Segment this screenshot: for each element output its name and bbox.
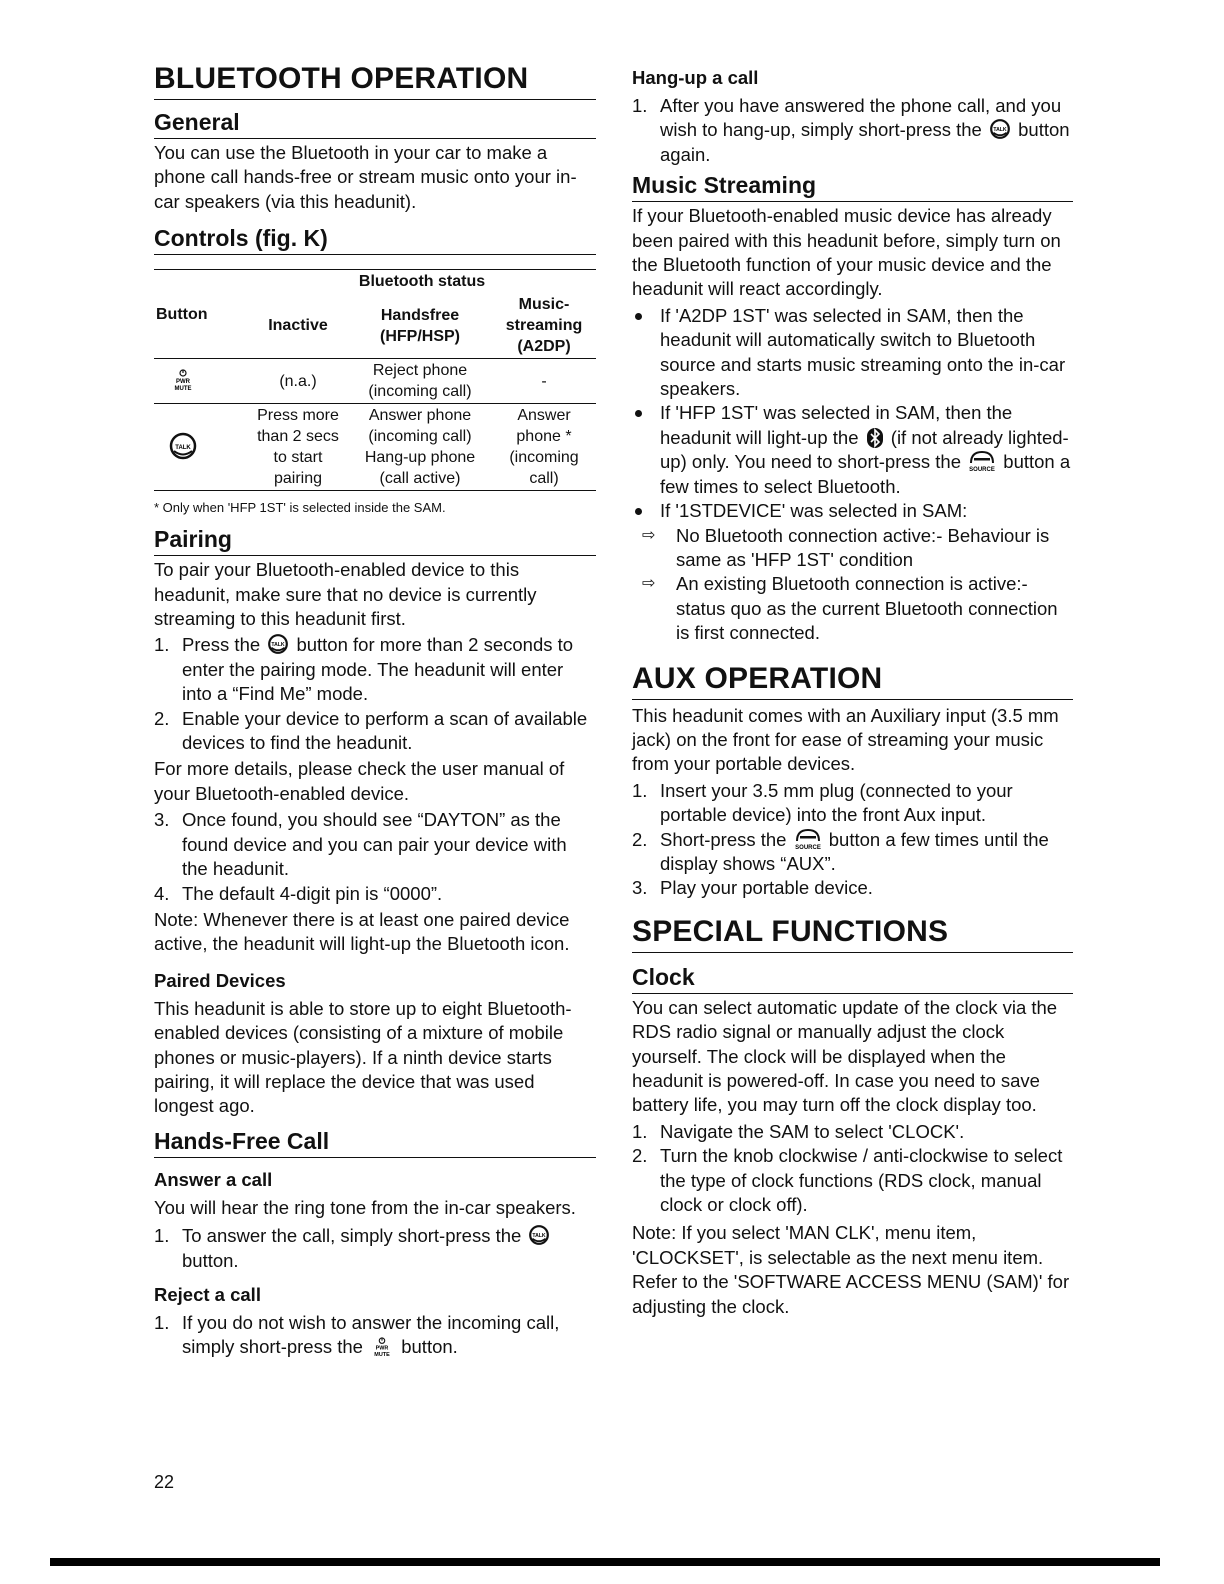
- controls-heading: Controls (fig. K): [154, 224, 596, 255]
- music-streaming-heading: Music Streaming: [632, 171, 1073, 202]
- reject-call-heading: Reject a call: [154, 1283, 261, 1305]
- arrow-right-icon: ⇨: [642, 575, 656, 593]
- hands-free-heading: Hands-Free Call: [154, 1127, 596, 1158]
- answer-call-text: You will hear the ring tone from the in-car speakers.: [154, 1196, 576, 1218]
- reject-call-steps: [154, 1311, 596, 1360]
- list-item: If 'A2DP 1ST' was selected in SAM, then the headunit will automatically switch to Bluetooth source and starts music streaming onto the in-car speakers.: [632, 304, 1073, 402]
- aux-intro: This headunit comes with an Auxiliary input (3.5 mm jack) on the front for ease of streaming your music from your portable devices.: [632, 704, 1059, 775]
- clock-note: Note: If you select 'MAN CLK', menu item, 'CLOCKSET', is selectable as the next menu item. Refer to the 'SOFTWARE ACCESS MENU (SAM)' for adjusting the clock.: [632, 1222, 1070, 1317]
- list-item: 1. To answer the call, simply short-press the TALK button.: [154, 1224, 596, 1273]
- hangup-call-heading: Hang-up a call: [632, 67, 759, 88]
- hangup-call-steps: [632, 94, 1073, 167]
- table-row-1-button: [154, 359, 248, 404]
- svg-text:MUTE: MUTE: [374, 1352, 390, 1358]
- pairing-intro: To pair your Bluetooth-enabled device to this headunit, make sure that no device is currently streaming to this headunit first.: [154, 559, 537, 630]
- paired-devices-heading: Paired Devices: [154, 969, 286, 991]
- sub-arrow-list: [632, 524, 1073, 646]
- list-item: 2. Turn the knob clockwise / anti-clockwise to select the type of clock functions (RDS clock, manual clock or clock off).: [632, 1145, 1063, 1216]
- talk-icon: [528, 1224, 550, 1246]
- bluetooth-operation-title: BLUETOOTH OPERATION: [154, 62, 596, 100]
- pwr-mute-icon: [370, 1337, 394, 1357]
- aux-steps: [632, 779, 1073, 901]
- list-item: 1. Insert your 3.5 mm plug (connected to your portable device) into the front Aux input.: [632, 779, 1013, 826]
- table-row-2-music: Answer phone * (incoming call): [509, 407, 579, 488]
- paired-devices-text: This headunit is able to store up to eight Bluetooth-enabled devices (consisting of a mixture of mobile phones or music-players). If a ninth device starts pairing, it will replace the device that was used longest ago.: [154, 997, 572, 1117]
- col-button-header: Button: [156, 305, 208, 323]
- table-row-2-handsfree: [348, 404, 492, 491]
- svg-text:SOURCE: SOURCE: [794, 844, 821, 850]
- pairing-steps-a: [154, 633, 596, 755]
- music-streaming-bullets: [632, 304, 1073, 646]
- left-column: [154, 62, 596, 1362]
- list-item: 4. The default 4-digit pin is “0000”.: [154, 882, 443, 904]
- music-streaming-intro: If your Bluetooth-enabled music device has already been paired with this headunit before, simply turn on the Bluetooth function of your music device and the headunit will react accordingly.: [632, 205, 1061, 300]
- col-inactive-header: Inactive: [268, 317, 328, 335]
- svg-text:TALK: TALK: [175, 445, 191, 452]
- table-row-2-button: [154, 404, 248, 491]
- pairing-details: For more details, please check the user manual of your Bluetooth-enabled device.: [154, 758, 565, 804]
- page-number: 22: [154, 1472, 175, 1492]
- list-item: If '1STDEVICE' was selected in SAM: ⇨ No Bluetooth connection active:- Behaviour is same as 'HFP 1ST' condition ⇨ An existing Bluetooth connection is active:- status quo as the current Bluetooth connection is first connected.: [632, 499, 1073, 645]
- svg-text:TALK: TALK: [271, 642, 285, 649]
- list-item: ⇨ No Bluetooth connection active:- Behaviour is same as 'HFP 1ST' condition: [642, 524, 1050, 570]
- table-row-1-inactive: (n.a.): [279, 372, 317, 390]
- pairing-heading: Pairing: [154, 525, 596, 556]
- pairing-steps-b: [154, 808, 596, 906]
- list-item: ⇨ An existing Bluetooth connection is active:- status quo as the current Bluetooth connection is first connected.: [642, 573, 1058, 644]
- svg-text:SOURCE: SOURCE: [969, 467, 995, 473]
- list-item: 1. After you have answered the phone call, and you wish to hang-up, simply short-press the TALK button again.: [632, 95, 1070, 165]
- bluetooth-status-header: Bluetooth status: [358, 273, 486, 291]
- source-icon: [968, 450, 996, 472]
- talk-icon: [267, 633, 289, 655]
- list-item: 3. Play your portable device.: [632, 877, 873, 899]
- list-item: 1. Navigate the SAM to select 'CLOCK'.: [632, 1120, 965, 1142]
- pairing-note: Note: Whenever there is at least one paired device active, the headunit will light-up the Bluetooth icon.: [154, 908, 570, 955]
- clock-text: You can select automatic update of the clock via the RDS radio signal or manually adjust the clock yourself. The clock will be displayed when the headunit is powered-off. In case you need to save battery life, you may turn off the clock display too.: [632, 996, 1058, 1116]
- svg-text:PWR: PWR: [176, 379, 190, 386]
- right-column: [632, 66, 1073, 1319]
- pwr-mute-icon: [170, 369, 196, 391]
- list-item: 1. Press the TALK button for more than 2 seconds to enter the pairing mode. The headunit will enter into a “Find Me” mode.: [154, 634, 574, 705]
- clock-heading: Clock: [632, 963, 1073, 994]
- arrow-right-icon: ⇨: [642, 526, 656, 544]
- list-item: 3. Once found, you should see “DAYTON” as the found device and you can pair your device with the headunit.: [154, 809, 567, 880]
- table-row-1-handsfree: Reject phone (incoming call): [368, 362, 472, 401]
- svg-text:MUTE: MUTE: [174, 386, 192, 392]
- svg-text:PWR: PWR: [375, 1346, 389, 1353]
- svg-text:TALK: TALK: [532, 1233, 547, 1240]
- source-icon: [794, 828, 822, 850]
- special-functions-title: SPECIAL FUNCTIONS: [632, 915, 1073, 953]
- general-heading: General: [154, 108, 596, 139]
- aux-operation-title: AUX OPERATION: [632, 662, 1073, 700]
- table-row-1-music: -: [541, 372, 547, 390]
- talk-icon: [168, 431, 198, 461]
- talk-icon: [989, 118, 1011, 140]
- col-music-header: Music-streaming (A2DP): [505, 296, 583, 356]
- bluetooth-icon: [866, 428, 884, 448]
- table-row-2-inactive: Press more than 2 secs to start pairing: [257, 407, 339, 488]
- list-item: If 'HFP 1ST' was selected in SAM, then the headunit will light-up the (if not already lighted-up) only. You need to short-press the SOURCE button a few times to select Bluetooth.: [632, 401, 1073, 499]
- svg-text:TALK: TALK: [993, 127, 1007, 134]
- table-footnote: * Only when 'HFP 1ST' is selected inside the SAM.: [154, 500, 446, 516]
- general-text: You can use the Bluetooth in your car to make a phone call hands-free or stream music onto your in-car speakers (via this headunit).: [154, 142, 577, 212]
- controls-table: [154, 269, 596, 491]
- clock-steps: [632, 1120, 1073, 1218]
- answer-call-steps: [154, 1224, 596, 1273]
- footer-bar: [50, 1558, 1160, 1566]
- table-row-2-handsfree-answer: Answer phone (incoming call): [368, 407, 472, 446]
- list-item: 2. Short-press the SOURCE button a few times until the display shows “AUX”.: [632, 828, 1049, 874]
- table-row-2-handsfree-hangup: Hang-up phone (call active): [364, 449, 476, 488]
- answer-call-heading: Answer a call: [154, 1168, 273, 1190]
- col-handsfree-header: Handsfree (HFP/HSP): [380, 306, 460, 345]
- list-item: 2. Enable your device to perform a scan of available devices to find the headunit.: [154, 707, 588, 754]
- list-item: 1. If you do not wish to answer the incoming call, simply short-press the PWR MUTE button.: [154, 1311, 560, 1358]
